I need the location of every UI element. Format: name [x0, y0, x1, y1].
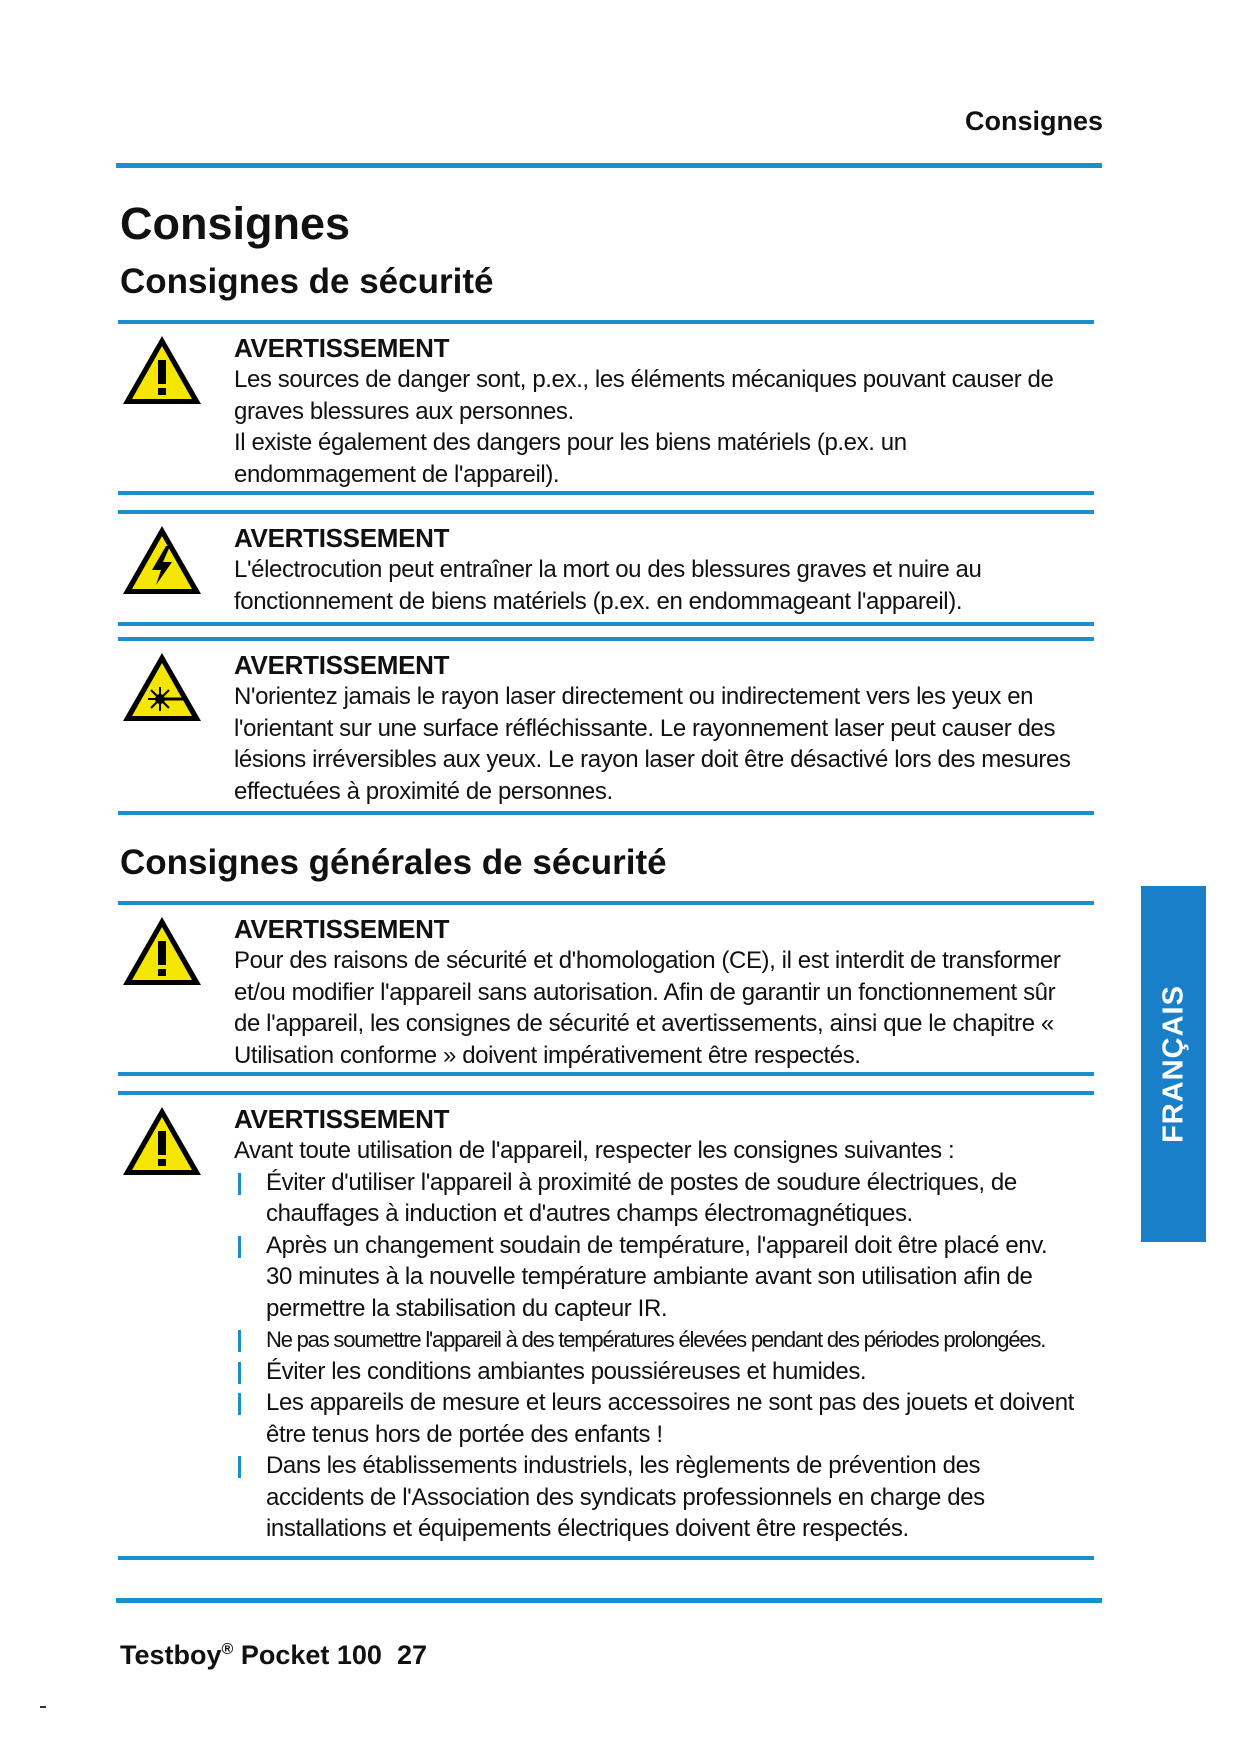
list-item: Après un changement soudain de température, l'appareil doit être placé env. 30 minutes à la nouvelle température ambiante avant son utilisation afin de permettre la stabilisation du capteur IR.	[234, 1230, 1074, 1325]
general-warning-icon	[120, 913, 204, 989]
footer-brand: Testboy	[120, 1640, 222, 1670]
warning-box-usage-conditions	[118, 1091, 1094, 1560]
section-heading-safety: Consignes de sécurité	[120, 262, 494, 301]
list-item: Ne pas soumettre l'appareil à des températures élevées pendant des périodes prolongées.	[234, 1324, 1074, 1356]
warning-top-rule	[118, 320, 1094, 324]
footer-product-page	[120, 1640, 427, 1671]
list-item: Les appareils de mesure et leurs accessoires ne sont pas des jouets et doivent être tenus hors de portée des enfants !	[234, 1387, 1074, 1450]
general-warning-icon	[120, 1103, 204, 1179]
warning-top-rule	[118, 510, 1094, 514]
laser-hazard-icon	[120, 649, 204, 725]
warning-label: AVERTISSEMENT	[234, 1104, 450, 1134]
warning-label: AVERTISSEMENT	[234, 650, 450, 680]
footer-model: Pocket 100	[240, 1640, 382, 1670]
list-item: Éviter les conditions ambiantes poussiéreuses et humides.	[234, 1356, 1074, 1388]
margin-mark	[40, 1706, 46, 1708]
list-item: Dans les établissements industriels, les règlements de prévention des accidents de l'Association des syndicats professionnels en charge des installations et équipements électriques doivent être respectés.	[234, 1450, 1074, 1545]
warning-bottom-rule	[118, 1072, 1094, 1076]
warning-text: N'orientez jamais le rayon laser directement ou indirectement vers les yeux en l'orientant sur une surface réfléchissante. Le rayonnement laser peut causer des lésions irréversibles aux yeux. Le rayon laser doit être désactivé lors des mesures effectuées à proximité de personnes.	[234, 683, 1071, 805]
header-rule	[116, 163, 1102, 168]
warning-intro: Avant toute utilisation de l'appareil, respecter les consignes suivantes :	[234, 1137, 955, 1164]
warning-text: Pour des raisons de sécurité et d'homologation (CE), il est interdit de transformer et/ou modifier l'appareil sans autorisation. Afin de garantir un fonctionnement sûr de l'appareil, les consignes de sécurité et avertissements, ainsi que le chapitre « Utilisation conforme » doivent impérativement être respectés.	[234, 947, 1061, 1069]
page-title: Consignes	[120, 198, 351, 249]
warning-top-rule	[118, 637, 1094, 641]
warning-bottom-rule	[118, 811, 1094, 815]
running-header-title: Consignes	[964, 106, 1103, 136]
precaution-list	[234, 1167, 1074, 1545]
warning-box-electric	[118, 510, 1094, 626]
warning-text: Il existe également des dangers pour les biens matériels (p.ex. un endommagement de l'appareil).	[234, 429, 907, 488]
warning-bottom-rule	[118, 491, 1094, 495]
electric-hazard-icon	[120, 522, 204, 598]
warning-label: AVERTISSEMENT	[234, 914, 450, 944]
warning-bottom-rule	[118, 622, 1094, 626]
list-item: Éviter d'utiliser l'appareil à proximité de postes de soudure électriques, de chauffages à induction et d'autres champs électromagnétiques.	[234, 1167, 1074, 1230]
language-side-tab	[1141, 886, 1206, 1242]
general-warning-icon	[120, 332, 204, 408]
section-heading-general-safety: Consignes générales de sécurité	[120, 843, 667, 882]
warning-top-rule	[118, 1091, 1094, 1095]
warning-box-mechanical	[118, 320, 1094, 495]
warning-box-homologation	[118, 901, 1094, 1076]
warning-box-laser	[118, 637, 1094, 815]
warning-bottom-rule	[118, 1556, 1094, 1560]
warning-top-rule	[118, 901, 1094, 905]
footer-rule	[116, 1598, 1102, 1603]
language-label: FRANÇAIS	[1157, 985, 1189, 1143]
registered-mark: ®	[221, 1641, 234, 1658]
warning-label: AVERTISSEMENT	[234, 333, 450, 363]
warning-text: Les sources de danger sont, p.ex., les éléments mécaniques pouvant causer de graves blessures aux personnes.	[234, 366, 1054, 425]
warning-label: AVERTISSEMENT	[234, 523, 450, 553]
warning-text: L'électrocution peut entraîner la mort ou des blessures graves et nuire au fonctionnement de biens matériels (p.ex. en endommageant l'appareil).	[234, 556, 982, 615]
page-number: 27	[396, 1640, 427, 1670]
